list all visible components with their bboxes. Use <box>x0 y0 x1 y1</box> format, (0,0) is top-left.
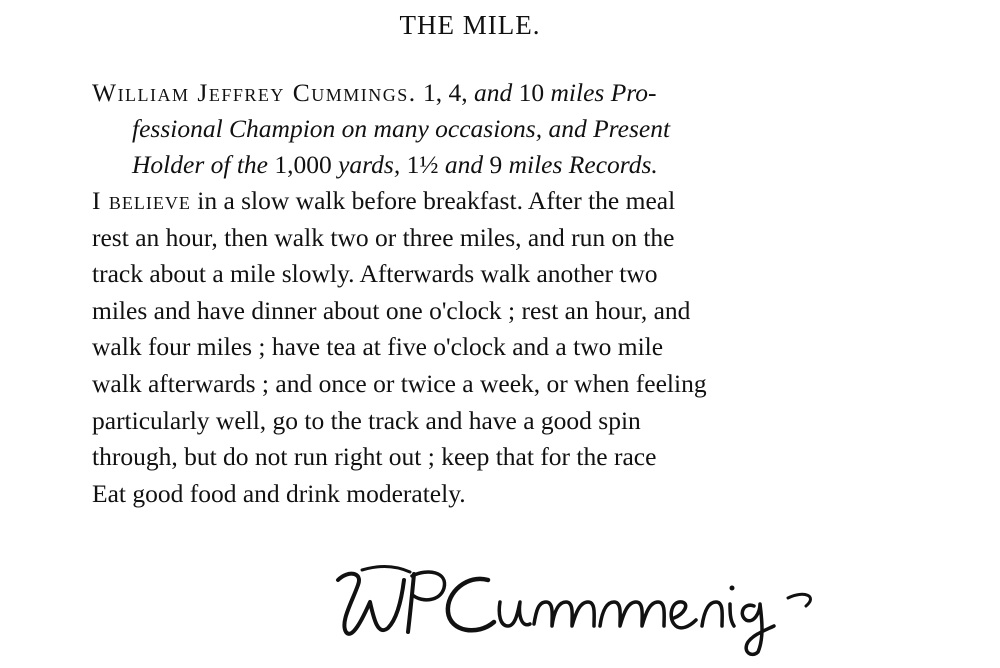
body-line: rest an hour, then walk two or three miles, and run on the <box>92 222 675 252</box>
body-line: walk four miles ; have tea at five o'clock and a two mile <box>92 332 664 362</box>
body-line: particularly well, go to the track and have a good spin <box>92 405 641 435</box>
body-line: track about a mile slowly. Afterwards walk another two <box>92 259 658 289</box>
body-line: walk afterwards ; and once or twice a week, or when feeling <box>92 368 707 398</box>
lead-word: I believe <box>92 186 191 215</box>
entry-heading <box>92 75 872 183</box>
heading-distances: 1, 4, and 10 miles Pro- <box>423 78 657 107</box>
handwritten-signature <box>318 540 878 660</box>
heading-line-1 <box>92 75 872 111</box>
body-line: miles and have dinner about one o'clock ; rest an hour, and <box>92 295 691 325</box>
body-paragraph <box>92 183 862 512</box>
athlete-name: William Jeffrey Cummings. <box>92 78 417 107</box>
heading-line-3: Holder of the 1,000 yards, 1½ and 9 miles Records. <box>132 150 658 179</box>
heading-line-2: fessional Champion on many occasions, and Present <box>132 114 671 143</box>
body-line: Eat good food and drink moderately. <box>92 478 466 508</box>
page-title: THE MILE. <box>399 10 541 40</box>
body-line: through, but do not run right out ; keep that for the race <box>92 442 657 472</box>
body-line: I believe in a slow walk before breakfast. After the meal <box>92 186 676 215</box>
